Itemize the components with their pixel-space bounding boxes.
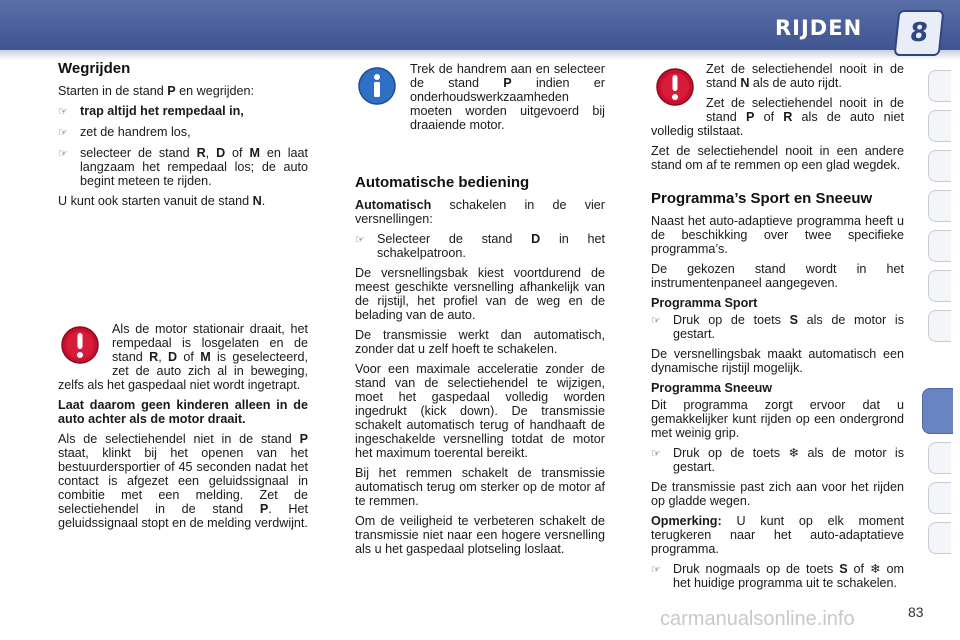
step-item: ☞ selecteer de stand R, D of M en laat langzaam het rempedaal los; de auto begint meteen te rijden. [58,146,309,188]
intro-text: Automatisch schakelen in de vier versnellingen: [355,198,605,226]
warning-text: Als de selectiehendel niet in de stand P staat, klinkt bij het openen van het bestuurdersportier of 45 seconden nadat het contact is afgezet een geluidssignaal in combitie met een melding. Zet de selectiehendel in de stand P. Het geluidssignaal stopt en de melding verdwijnt. [58,432,308,530]
chapter-tab-active[interactable] [922,388,953,434]
note-text: Opmerking: U kunt op elk moment terugkeren naar het auto-adaptatieve programma. [651,514,904,556]
paragraph: De gekozen stand wordt in het instrumentenpaneel aangegeven. [651,262,904,290]
warning-text: Als de motor stationair draait, het rempedaal is losgelaten en de stand R, D of M is geselecteerd, zet de auto zich al in beweging, zelfs als het gaspedaal niet wordt ingetrapt. [58,322,309,392]
paragraph: De versnellingsbak maakt automatisch een dynamische rijstijl mogelijk. [651,347,904,375]
pointing-hand-icon: ☞ [651,315,661,327]
step-item: ☞ Druk nogmaals op de toets S of ❄ om het huidige programma uit te schakelen. [651,562,904,590]
paragraph: Bij het remmen schakelt de transmissie automatisch terug om sterker op de motor af te remmen. [355,466,605,508]
pointing-hand-icon: ☞ [355,234,365,246]
chapter-tab[interactable] [928,150,951,182]
step-item: ☞ Druk op de toets ❄ als de motor is gestart. [651,446,905,474]
step-item: ☞ Selecteer de stand D in het schakelpatroon. [355,232,605,260]
chapter-tab[interactable] [928,270,951,302]
step-item: ☞ Druk op de toets S als de motor is gestart. [651,313,905,341]
pointing-hand-icon: ☞ [651,564,661,576]
snowflake-icon: ❄ [870,562,881,576]
section-title: Wegrijden [58,60,131,77]
also-text: U kunt ook starten vanuit de stand N. [58,194,266,208]
section-title: Automatische bediening [355,174,530,191]
section-programmas [651,192,904,596]
intro-text: Starten in de stand P en wegrijden: [58,84,255,98]
step-item: ☞ zet de handrem los, [58,125,191,139]
paragraph: Naast het auto-adaptieve programma heeft u de beschikking over twee specifieke programma’s. [651,214,904,256]
chapter-number-badge: 8 [894,10,945,56]
info-text: Trek de handrem aan en selecteer de stand P indien er onderhoudswerkzaamheden moeten worden uitgevoerd bij draaiende motor. [410,62,605,132]
section-automatische-bediening [355,176,605,562]
warning-text: Zet de selectiehendel nooit in de stand N als de auto rijdt. [706,62,904,90]
paragraph: Voor een maximale acceleratie zonder de stand van de selectiehendel te wijzigen, moet het gaspedaal volledig worden ingedrukt (kick down). De transmissie schakelt automatisch terug of handhaaft de ingeschakelde versnelling totdat de motor het maximum toerental bereikt. [355,362,605,460]
subsection-title-sport: Programma Sport [651,296,758,310]
paragraph: De transmissie past zich aan voor het rijden op gladde wegen. [651,480,904,508]
chapter-tabs [928,70,960,590]
pointing-hand-icon: ☞ [651,448,661,460]
paragraph: De transmissie werkt dan automatisch, zonder dat u zelf hoeft te schakelen. [355,328,605,356]
paragraph: Dit programma zorgt ervoor dat u gemakkelijker kunt rijden op een ondergrond met weinig grip. [651,398,904,440]
paragraph: Om de veiligheid te verbeteren schakelt de transmissie niet naar een hogere versnelling als u het gaspedaal plotseling loslaat. [355,514,605,556]
chapter-tab[interactable] [928,522,951,554]
chapter-tab[interactable] [928,310,951,342]
warning-bold-text: Laat daarom geen kinderen alleen in de auto achter als de motor draait. [58,398,308,426]
warning-text: Zet de selectiehendel nooit in een andere stand om af te remmen op een glad wegdek. [651,144,904,172]
header-shadow [0,50,960,60]
pointing-hand-icon: ☞ [58,148,68,160]
info-icon [357,66,397,106]
watermark: carmanualsonline.info [660,608,855,630]
chapter-title: RIJDEN [775,16,863,40]
paragraph: De versnellingsbak kiest voortdurend de meest geschikte versnelling afhankelijk van de rijstijl, het profiel van de weg en de belading van de auto. [355,266,605,322]
chapter-tab[interactable] [928,70,951,102]
pointing-hand-icon: ☞ [58,127,68,139]
chapter-tab[interactable] [928,442,951,474]
warning-text: Zet de selectiehendel nooit in de stand P of R als de auto niet volledig stilstaat. [651,96,904,138]
chapter-tab[interactable] [928,110,951,142]
chapter-tab[interactable] [928,190,951,222]
snowflake-icon: ❄ [788,446,800,460]
warning-note-right [651,62,904,178]
pointing-hand-icon: ☞ [58,106,68,118]
warning-note-left [58,322,308,536]
subsection-title-sneeuw: Programma Sneeuw [651,381,773,395]
chapter-tab[interactable] [928,230,951,262]
page-number: 83 [908,604,924,620]
info-note [410,62,605,138]
section-title: Programma’s Sport en Sneeuw [651,190,873,207]
step-item: ☞ trap altijd het rempedaal in, [58,104,244,118]
chapter-tab[interactable] [928,482,951,514]
section-wegrijden [58,62,308,214]
